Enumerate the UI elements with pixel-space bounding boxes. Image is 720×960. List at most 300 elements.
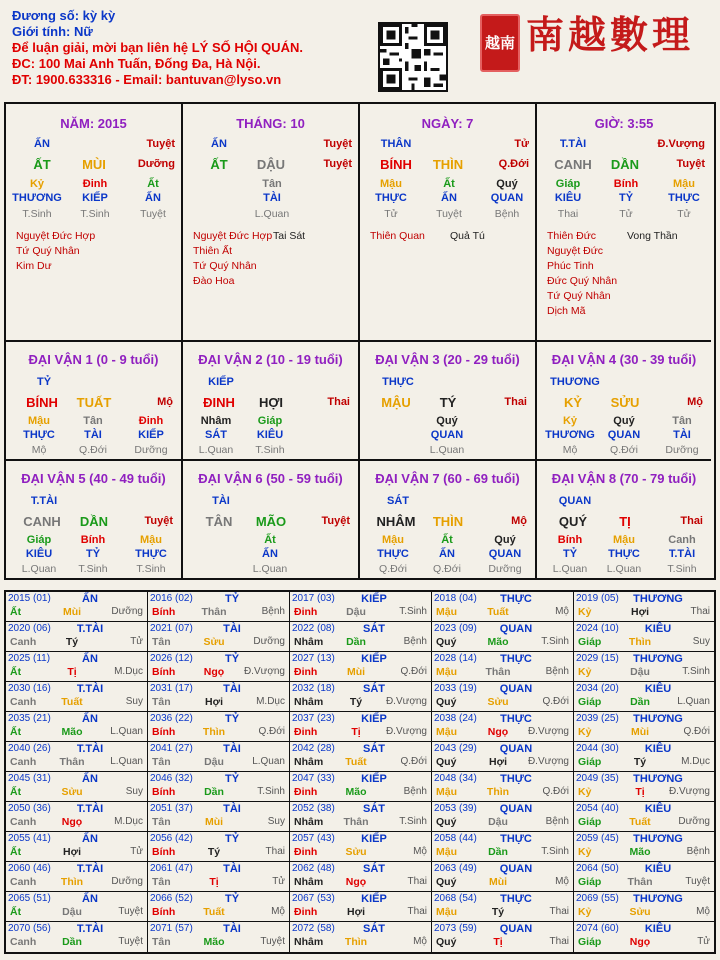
hidden-stage: Q.Đới [79,444,107,456]
dai-van-stage: Mộ [157,396,173,408]
year-cell[interactable] [290,892,432,922]
year-stem: Tân [152,936,171,948]
dai-van-god: KIẾP [208,376,234,388]
hidden-stage: Dưỡng [488,563,522,575]
year-cell[interactable] [6,922,148,952]
year-label: 2039 (25) [576,713,619,724]
hidden-stage: Tuyệt [140,208,166,220]
hidden-god: QUAN [430,429,464,441]
hidden-stage: T.Sinh [255,444,285,456]
year-label: 2026 (12) [150,653,193,664]
year-god: KIẾP [361,893,387,905]
year-label: 2064 (50) [576,863,619,874]
year-cell[interactable] [290,712,432,742]
hidden-stage: Mộ [31,444,47,456]
year-cell[interactable] [6,862,148,892]
year-stem: Mậu [436,786,457,798]
star-left: Đức Quý Nhân [547,275,618,287]
year-label: 2059 (45) [576,833,619,844]
year-stem: Nhâm [294,636,324,648]
star-left: Tứ Quý Nhân [547,290,611,302]
hidden-god: ẤN [262,548,278,560]
year-label: 2030 (16) [8,683,51,694]
year-stem: Kỷ [578,786,592,798]
year-label: 2041 (27) [150,743,193,754]
year-cell[interactable] [290,682,432,712]
year-cell[interactable] [574,862,714,892]
dai-van-3[interactable] [360,342,537,461]
year-cell[interactable] [432,772,574,802]
year-stage: Q.Đới [542,786,569,797]
year-stage: Đ.Vượng [668,786,710,797]
address-line: ĐC: 100 Mai Anh Tuấn, Đống Đa, Hà Nội. [12,56,261,71]
year-stem: Mậu [436,666,457,678]
year-cell[interactable] [148,892,290,922]
year-stem: Giáp [578,696,602,708]
year-stem: Ất [10,726,22,738]
year-god: QUAN [499,623,533,635]
year-label: 2074 (60) [576,923,619,934]
hidden-stage: T.Sinh [78,563,108,575]
year-stage: Mộ [413,846,427,857]
year-label: 2017 (03) [292,593,335,604]
year-branch: Ngọ [203,666,225,678]
hidden-stage: Q.Đới [379,563,407,575]
year-god: ẤN [82,713,98,725]
year-god: ẤN [82,653,98,665]
hidden-stem: Nhâm [200,415,232,427]
year-god: KIÊU [644,803,672,815]
hidden-god: THỰC [23,429,55,441]
year-stem: Canh [10,936,37,948]
year-stage: Suy [267,816,285,827]
year-stage: L.Quan [110,756,143,767]
year-label: 2061 (47) [150,863,193,874]
year-god: ẤN [82,893,98,905]
dai-van-title: ĐẠI VẬN 4 (30 - 39 tuổi) [551,352,697,367]
year-stem: Tân [152,696,171,708]
year-cell[interactable] [6,652,148,682]
hidden-stem: Mậu [382,534,404,546]
hidden-stage: Dưỡng [134,444,168,456]
dai-van-stage: Thai [504,396,527,408]
owner-line: Đương số: kỳ kỳ [12,8,116,23]
year-god: TÀI [223,623,241,635]
year-branch: Thìn [486,786,510,798]
year-branch: Tý [633,756,647,768]
year-branch: Hợi [205,696,223,708]
year-label: 2022 (08) [292,623,335,634]
hidden-stem: Bính [613,178,639,190]
year-branch: Tuất [203,906,225,918]
hidden-stage: Tử [619,208,633,220]
year-label: 2043 (29) [434,743,477,754]
pillar-branch: THÌN [432,157,464,172]
year-god: TÀI [223,743,241,755]
hidden-god: TỶ [85,548,101,560]
year-branch: Mão [629,846,651,858]
year-god: THƯƠNG [633,833,683,845]
year-branch: Mùi [488,876,508,888]
year-cell[interactable] [432,592,574,622]
dai-van-stem: QUÝ [558,514,588,529]
year-cell[interactable] [6,742,148,772]
year-cell[interactable] [290,922,432,952]
year-god: ẤN [82,773,98,785]
year-stem: Quý [436,636,457,648]
hidden-god: ẤN [439,548,455,560]
year-cell[interactable] [148,802,290,832]
year-god: THỰC [500,713,532,725]
year-stem: Ất [10,786,22,798]
year-branch: Tị [209,876,219,888]
year-cell[interactable] [148,712,290,742]
hidden-stem: Quý [436,415,458,427]
year-label: 2018 (04) [434,593,477,604]
pillar-top-stage: Đ.Vượng [657,138,705,150]
year-stage: T.Sinh [399,816,427,827]
year-cell[interactable] [148,682,290,712]
year-cell[interactable] [6,682,148,712]
pillar-title: GIỜ: 3:55 [594,116,654,131]
year-label: 2050 (36) [8,803,51,814]
year-god: KIẾP [361,653,387,665]
year-branch: Sửu [61,786,83,798]
year-cell[interactable] [432,712,574,742]
hidden-god: ẤN [441,192,457,204]
year-cell[interactable] [290,772,432,802]
year-cell[interactable] [148,622,290,652]
hidden-god: SÁT [205,429,227,441]
year-cell[interactable] [6,892,148,922]
year-cell[interactable] [6,592,148,622]
year-cell[interactable] [432,832,574,862]
year-god: TÀI [223,683,241,695]
year-cell[interactable] [574,832,714,862]
year-stage: Tuyệt [260,936,285,947]
pillar-stage: Dưỡng [137,158,175,170]
pillar-title: NĂM: 2015 [60,116,127,131]
year-god: TỶ [224,773,240,785]
year-label: 2056 (42) [150,833,193,844]
year-god: THỰC [500,653,532,665]
year-cell[interactable] [148,862,290,892]
year-stem: Nhâm [294,936,324,948]
hidden-stem: Mậu [140,534,162,546]
year-label: 2052 (38) [292,803,335,814]
year-god: THỰC [500,593,532,605]
year-stem: Bính [152,786,176,798]
year-branch: Tý [491,906,505,918]
year-branch: Sửu [203,636,225,648]
hidden-stem: Đinh [82,178,108,190]
year-stage: Thai [690,606,710,617]
hidden-stem: Ất [443,178,455,190]
year-cell[interactable] [290,622,432,652]
seal-text: 越南 [484,33,515,52]
year-god: QUAN [499,683,533,695]
pillar-god: T.TÀI [559,138,587,150]
dai-van-title: ĐẠI VẬN 5 (40 - 49 tuổi) [21,471,166,486]
pillar-top-stage: Tử [514,138,529,150]
year-branch: Thân [59,756,85,768]
star-left: Nguyệt Đức [547,245,604,257]
hidden-god: THƯƠNG [545,429,595,441]
year-cell[interactable] [290,592,432,622]
year-stem: Tân [152,636,171,648]
year-cell[interactable] [290,862,432,892]
year-stem: Quý [436,756,457,768]
year-stage: Bệnh [403,786,427,797]
year-cell[interactable] [432,892,574,922]
year-stage: Q.Đới [683,726,710,737]
year-god: TỶ [224,653,240,665]
year-stem: Mậu [436,846,457,858]
year-branch: Thân [201,606,227,618]
dai-van-stem: NHÂM [376,514,416,529]
year-label: 2071 (57) [150,923,193,934]
pillar-2[interactable] [183,104,360,342]
year-cell[interactable] [290,802,432,832]
year-god: T.TÀI [76,803,104,815]
year-god: KIÊU [644,683,672,695]
year-branch: Sửu [345,846,367,858]
year-stage: Bệnh [686,846,710,857]
year-stage: Tuyệt [118,936,143,947]
dai-van-5[interactable] [6,461,183,580]
year-cell[interactable] [574,712,714,742]
year-branch: Dần [204,786,224,798]
star-left: Nguyệt Đức Hợp [16,230,96,242]
year-cell[interactable] [432,802,574,832]
year-branch: Tuất [345,756,367,768]
year-cell[interactable] [574,892,714,922]
year-cell[interactable] [290,832,432,862]
year-branch: Mão [487,636,509,648]
pillar-top-stage: Tuyệt [146,138,175,150]
year-cell[interactable] [148,922,290,952]
year-branch: Dậu [346,606,366,618]
year-stem: Tân [152,816,171,828]
year-label: 2019 (05) [576,593,619,604]
year-stage: Tử [130,846,143,857]
hidden-god: KIÊU [25,548,53,560]
year-stage: T.Sinh [682,666,710,677]
year-cell[interactable] [574,592,714,622]
star-left: Đào Hoa [193,275,235,287]
year-stage: Bệnh [403,636,427,647]
dai-van-2[interactable] [183,342,360,461]
year-cell[interactable] [574,742,714,772]
hidden-god: QUAN [488,548,522,560]
year-branch: Ngọ [61,816,83,828]
dai-van-8[interactable] [537,461,711,580]
year-cell[interactable] [6,712,148,742]
pillar-stage: Tuyệt [323,158,352,170]
year-cell[interactable] [574,652,714,682]
dai-van-branch: THÌN [432,514,464,529]
year-branch: Tuất [487,606,509,618]
year-god: THƯƠNG [633,773,683,785]
year-stage: Q.Đới [542,696,569,707]
dai-van-god: THỰC [382,376,414,388]
year-label: 2046 (32) [150,773,193,784]
year-stage: Q.Đới [258,726,285,737]
hidden-god: TỶ [618,192,634,204]
dai-van-7[interactable] [360,461,537,580]
year-cell[interactable] [290,742,432,772]
year-god: TÀI [223,803,241,815]
hidden-stem: Tân [262,178,282,190]
year-stem: Bính [152,906,176,918]
year-stem: Kỷ [578,846,592,858]
year-stem: Bính [152,846,176,858]
year-cell[interactable] [148,652,290,682]
year-god: KIẾP [361,833,387,845]
year-stage: Tử [130,636,143,647]
year-branch: Mão [61,726,83,738]
year-god: TỶ [224,593,240,605]
year-cell[interactable] [148,832,290,862]
hidden-god: TÀI [84,429,102,441]
year-stem: Đinh [294,786,318,798]
year-branch: Ngọ [487,726,509,738]
year-stem: Tân [152,756,171,768]
year-cell[interactable] [574,622,714,652]
phone-email-line[interactable]: ĐT: 1900.633316 - Email: bantuvan@lyso.vn [12,72,282,87]
dai-van-branch: TỊ [619,514,631,529]
year-cell[interactable] [6,622,148,652]
pillar-god: ẤN [34,138,50,150]
pillar-stem: ẤT [33,157,51,172]
year-stem: Nhâm [294,696,324,708]
year-stage: Tử [697,936,710,947]
year-stage: T.Sinh [541,846,569,857]
hidden-stage: L.Quan [254,208,290,220]
year-stage: Mộ [555,606,569,617]
year-stem: Kỷ [578,906,592,918]
year-god: KIẾP [361,713,387,725]
year-cell[interactable] [574,802,714,832]
year-branch: Dần [488,846,508,858]
year-cell[interactable] [290,652,432,682]
year-stage: L.Quan [677,696,710,707]
hidden-stage: T.Sinh [136,563,166,575]
dai-van-stage: Mộ [511,515,527,527]
hidden-stem: Quý [494,534,516,546]
hidden-stage: Tử [677,208,691,220]
year-cell[interactable] [432,862,574,892]
year-cell[interactable] [432,652,574,682]
dai-van-4[interactable] [537,342,711,461]
year-cell[interactable] [574,772,714,802]
year-cell[interactable] [432,742,574,772]
year-label: 2044 (30) [576,743,619,754]
year-god: THƯƠNG [633,653,683,665]
year-stem: Đinh [294,726,318,738]
year-stage: Suy [125,786,143,797]
year-label: 2031 (17) [150,683,193,694]
year-stage: Q.Đới [400,666,427,677]
year-cell[interactable] [6,832,148,862]
hidden-stage: L.Quan [429,444,465,456]
year-god: TỶ [224,893,240,905]
pillar-1[interactable] [6,104,183,342]
year-branch: Thìn [628,636,652,648]
year-cell[interactable] [574,682,714,712]
year-label: 2070 (56) [8,923,51,934]
hidden-god: THỰC [668,192,700,204]
hidden-stem: Đinh [138,415,164,427]
pillar-4[interactable] [537,104,711,342]
year-god: TỶ [224,833,240,845]
year-label: 2038 (24) [434,713,477,724]
pillar-stem: ẤT [210,157,228,172]
dai-van-1[interactable] [6,342,183,461]
dai-van-branch: TÝ [439,395,457,410]
year-god: T.TÀI [76,863,104,875]
year-branch: Tuất [629,816,651,828]
year-branch: Mão [345,786,367,798]
year-cell[interactable] [148,742,290,772]
year-cell[interactable] [432,922,574,952]
year-stage: Dưỡng [678,816,710,827]
year-stage: Đ.Vượng [385,696,427,707]
qr-code-icon[interactable] [378,22,448,92]
year-stage: Q.Đới [400,756,427,767]
hidden-stem: Tân [672,415,692,427]
year-cell[interactable] [432,622,574,652]
dai-van-stem: BÍNH [26,395,58,410]
dai-van-title: ĐẠI VẬN 8 (70 - 79 tuổi) [551,471,697,486]
year-branch: Tý [207,846,221,858]
year-branch: Dần [630,696,650,708]
year-god: QUAN [499,803,533,815]
hidden-stage: T.Sinh [22,208,52,220]
hidden-stem: Canh [668,534,696,546]
hidden-god: TÀI [673,429,691,441]
hidden-stem: Bính [557,534,583,546]
hidden-stage: T.Sinh [667,563,697,575]
year-cell[interactable] [6,802,148,832]
contact-invite: Để luận giải, mời bạn liên hệ LÝ SỐ HỘI QUÁN. [12,40,303,55]
year-god: TÀI [223,923,241,935]
year-cell[interactable] [574,922,714,952]
hidden-god: THƯƠNG [12,192,62,204]
hidden-god: THỰC [375,192,407,204]
year-god: THỰC [500,893,532,905]
dai-van-stem: CANH [23,514,61,529]
year-god: QUAN [499,743,533,755]
year-label: 2073 (59) [434,923,477,934]
year-label: 2055 (41) [8,833,51,844]
year-god: T.TÀI [76,923,104,935]
dai-van-6[interactable] [183,461,360,580]
star-left: Thiên Đức [547,230,597,242]
year-stem: Giáp [578,816,602,828]
year-cell[interactable] [148,592,290,622]
pillar-3[interactable] [360,104,537,342]
year-cell[interactable] [6,772,148,802]
dai-van-stage: Tuyệt [144,515,173,527]
year-label: 2035 (21) [8,713,51,724]
dai-van-stem: KỶ [563,395,583,410]
hidden-god: KIẾP [82,192,108,204]
year-cell[interactable] [432,682,574,712]
year-cell[interactable] [148,772,290,802]
year-branch: Tị [67,666,77,678]
star-left: Tứ Quý Nhân [16,245,80,257]
